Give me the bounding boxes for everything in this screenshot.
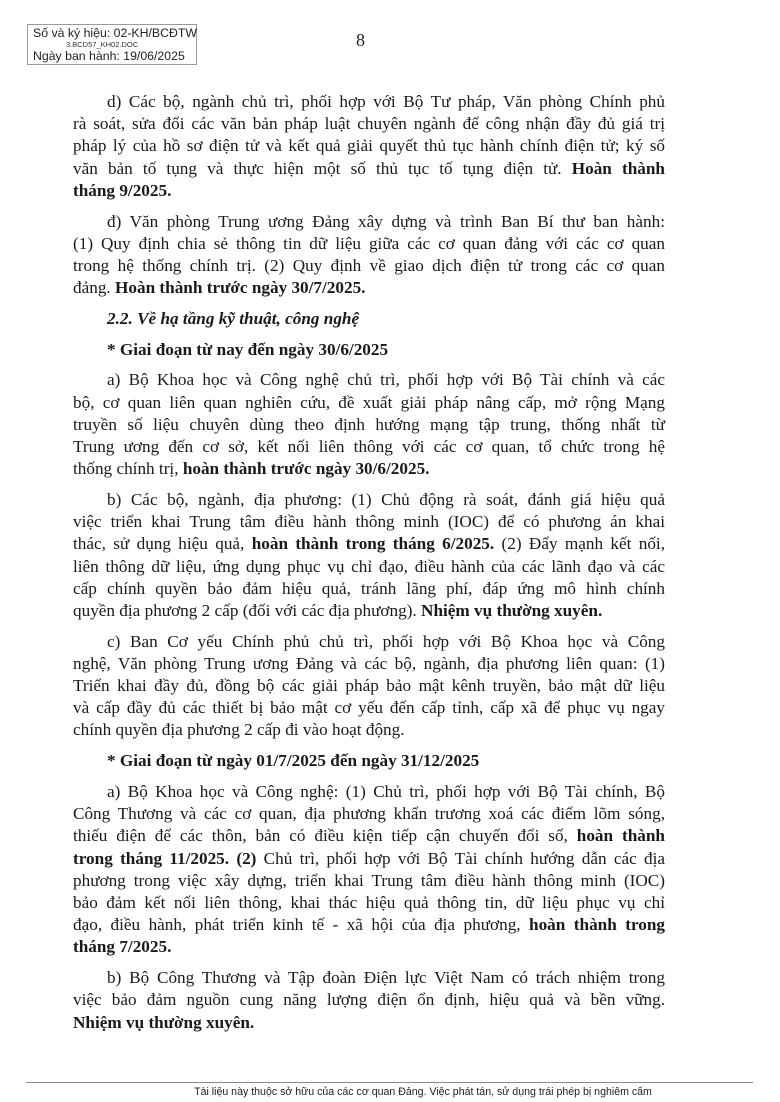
text-segment: (2) Đẩy mạnh kết nối, bbox=[494, 534, 665, 554]
document-metadata-box bbox=[27, 24, 197, 65]
deadline-text: Hoàn thành bbox=[561, 158, 665, 178]
text-segment: Chủ trì, phối hợp với Bộ Tài chính hướng dẫn các địa bbox=[256, 848, 665, 868]
text-line: (1) Quy định chia sẻ thông tin dữ liệu giữa các cơ quan đảng với các cơ quan bbox=[73, 233, 665, 253]
text-line: Triển khai đầy đủ, đồng bộ các giải pháp bảo mật kênh truyền, bảo mật dữ liệu bbox=[73, 676, 665, 696]
deadline-text: trong tháng 11/2025. (2) bbox=[73, 848, 257, 868]
text-line: liên thông dữ liệu, ứng dụng phục vụ chỉ đạo, điều hành của các lãnh đạo và các bbox=[73, 556, 665, 576]
deadline-text: hoàn thành trong tháng 6/2025. bbox=[244, 534, 495, 554]
text-line: truyền số liệu chuyên dùng theo định hướng mạng tập trung, thống nhất từ bbox=[73, 414, 665, 434]
deadline-text: hoàn thành trước ngày 30/6/2025. bbox=[178, 459, 430, 479]
text-line: đ) Văn phòng Trung ương Đảng xây dựng và trình Ban Bí thư ban hành: bbox=[107, 211, 665, 231]
document-body bbox=[73, 91, 665, 1042]
footer-notice: Tài liệu này thuộc sở hữu của các cơ quan Đảng. Việc phát tán, sử dụng trái phép bị nghiêm cấm bbox=[194, 1086, 652, 1098]
text-line bbox=[73, 1012, 665, 1034]
paragraph-phase2-a bbox=[73, 781, 665, 959]
issue-date: Ngày ban hành: 19/06/2025 bbox=[33, 49, 185, 63]
paragraph-d bbox=[73, 91, 665, 202]
text-line: b) Các bộ, ngành, địa phương: (1) Chủ động rà soát, đánh giá hiệu quả bbox=[107, 490, 665, 509]
deadline-text: hoàn thành trong bbox=[520, 915, 666, 935]
text-line: nghệ, Văn phòng Trung ương Đảng và các bộ, ngành, địa phương liên quan: (1) bbox=[73, 653, 665, 673]
text-line: b) Bộ Công Thương và Tập đoàn Điện lực Việt Nam có trách nhiệm trong bbox=[107, 968, 665, 988]
text-segment: văn bản tố tụng và thực hiện một số thủ tục tố tụng điện tử. bbox=[73, 158, 562, 178]
text-line: Trung ương đến cơ sở, kết nối liên thông với các cơ quan, tổ chức trong hệ bbox=[73, 437, 665, 457]
deadline-text: Nhiệm vụ thường xuyên. bbox=[416, 600, 603, 620]
deadline-text: tháng 9/2025. bbox=[73, 180, 172, 200]
text-line: việc triển khai Trung tâm điều hành thông minh (IOC) để có phương án khai bbox=[73, 512, 665, 532]
paragraph-phase1-c bbox=[73, 631, 665, 742]
paragraph-phase2-b bbox=[73, 967, 665, 1034]
text-line bbox=[73, 914, 665, 936]
page-number: 8 bbox=[356, 30, 365, 50]
source-filename: 3.BCD57_KH02.DOC bbox=[66, 40, 139, 49]
text-line bbox=[73, 533, 665, 555]
paragraph-phase1-b bbox=[73, 489, 665, 622]
deadline-text: Nhiệm vụ thường xuyên. bbox=[73, 1012, 255, 1032]
text-segment: quyền địa phương 2 cấp (đối với các địa phương). bbox=[73, 600, 417, 620]
text-line bbox=[73, 825, 665, 847]
text-line: rà soát, sửa đổi các văn bản pháp luật chuyên ngành để công nhận đầy đủ giá trị bbox=[73, 114, 665, 134]
text-line: cấp chính quyền bảo đảm hiệu quả, tránh lãng phí, đáp ứng mô hình chính bbox=[73, 578, 665, 598]
document-number: Số và ký hiệu: 02-KH/BCĐTW bbox=[33, 26, 198, 40]
text-line bbox=[73, 458, 665, 480]
text-line: việc bảo đảm nguồn cung năng lượng điện ổn định, hiệu quả và bền vững. bbox=[73, 990, 665, 1010]
text-line: a) Bộ Khoa học và Công nghệ: (1) Chủ trì, phối hợp với Bộ Tài chính, Bộ bbox=[107, 782, 665, 802]
text-line: a) Bộ Khoa học và Công nghệ chủ trì, phối hợp với Bộ Tài chính và các bbox=[107, 370, 665, 390]
text-line: d) Các bộ, ngành chủ trì, phối hợp với Bộ Tư pháp, Văn phòng Chính phủ bbox=[107, 92, 665, 111]
paragraph-phase1-a bbox=[73, 369, 665, 480]
text-line bbox=[73, 180, 665, 202]
text-line: trong hệ thống chính trị. (2) Quy định về giao dịch điện tử trong các cơ quan bbox=[73, 255, 665, 275]
text-segment: thiếu điện để các thôn, bản có điều kiện tiếp cận chuyển đổi số, bbox=[73, 826, 568, 846]
text-segment: đảng. bbox=[73, 278, 111, 298]
paragraph-dd bbox=[73, 211, 665, 300]
text-line bbox=[73, 600, 665, 622]
text-line: c) Ban Cơ yếu Chính phủ chủ trì, phối hợp với Bộ Khoa học và Công bbox=[107, 631, 665, 651]
text-line: bộ, cơ quan liên quan nghiên cứu, đề xuất giải pháp nâng cấp, mở rộng Mạng bbox=[73, 392, 665, 412]
text-segment: thống chính trị, bbox=[73, 459, 179, 479]
section-heading: 2.2. Về hạ tầng kỹ thuật, công nghệ bbox=[107, 308, 360, 328]
phase-heading: * Giai đoạn từ ngày 01/7/2025 đến ngày 31/12/2025 bbox=[107, 751, 480, 771]
deadline-text: tháng 7/2025. bbox=[73, 937, 172, 957]
phase-heading: * Giai đoạn từ nay đến ngày 30/6/2025 bbox=[107, 339, 389, 359]
text-segment: thác, sử dụng hiệu quả, bbox=[73, 534, 245, 554]
text-line bbox=[73, 158, 665, 180]
text-line bbox=[73, 277, 665, 299]
text-line: bảo đảm kết nối liên thông, khai thác hiệu quả thông tin, dữ liệu phục vụ chỉ bbox=[73, 892, 665, 912]
text-line: phương trong việc xây dựng, triển khai Trung tâm điều hành thông minh (IOC) bbox=[73, 870, 665, 890]
text-segment: đạo, điều hành, phát triển kinh tế - xã hội của địa phương, bbox=[73, 915, 521, 935]
deadline-text: Hoàn thành trước ngày 30/7/2025. bbox=[110, 278, 366, 298]
footer-divider bbox=[26, 1082, 753, 1083]
deadline-text: hoàn thành bbox=[567, 826, 665, 846]
text-line bbox=[73, 936, 665, 958]
text-line: và cấp đầy đủ các thiết bị bảo mật cơ yếu đến cấp tỉnh, cấp xã để phục vụ ngay bbox=[73, 698, 665, 718]
text-line: Công Thương và các cơ quan, địa phương khẩn trương xoá các điểm lõm sóng, bbox=[73, 804, 665, 824]
text-line bbox=[73, 848, 665, 870]
text-line: pháp lý của hồ sơ điện tử và kết quả giải quyết thủ tục hành chính điện tử; ký số bbox=[73, 136, 665, 156]
text-line: chính quyền địa phương 2 cấp đi vào hoạt động. bbox=[73, 720, 405, 740]
